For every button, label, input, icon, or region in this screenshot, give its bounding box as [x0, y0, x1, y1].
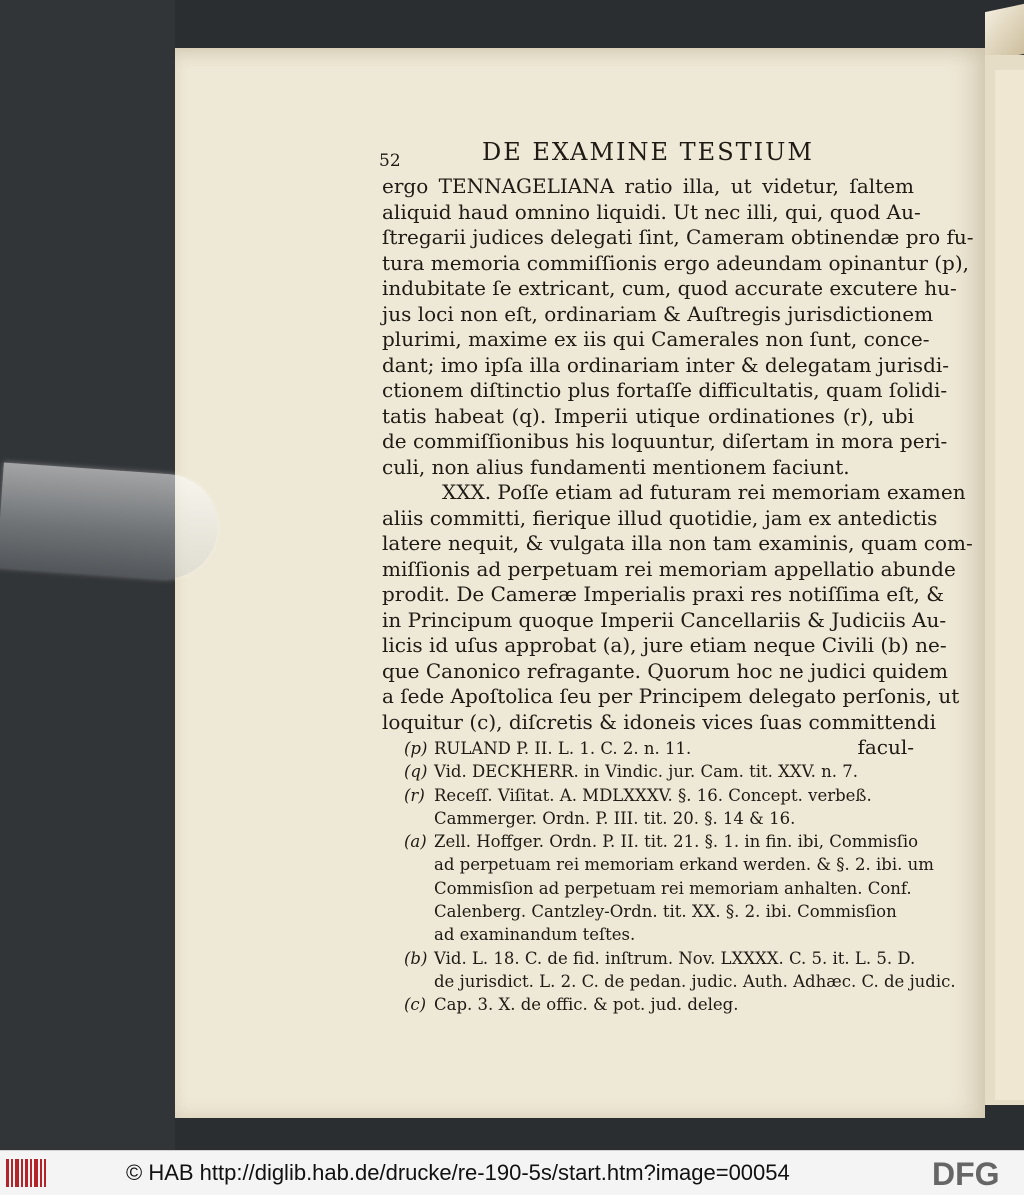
body-line: ctionem diſtinctio plus fortaſſe difficultatis, quam ſolidi- — [382, 378, 948, 402]
body-line: culi, non alius fundamenti mentionem faciunt. — [382, 454, 850, 479]
next-page-strip — [995, 70, 1024, 1100]
body-line: que Canonico refragante. Quorum hoc ne judici quidem — [382, 658, 948, 683]
footnote — [404, 947, 916, 970]
body-line: licis id uſus approbat (a), jure etiam neque Civili (b) ne- — [382, 633, 947, 657]
footnote-mark: (b) — [404, 948, 428, 968]
transparent-bookmark — [0, 463, 221, 583]
body-line: miſſionis ad perpetuam rei memoriam appellatio abunde — [382, 556, 956, 581]
body-line: ſtregarii judices delegati ſint, Cameram obtinendæ pro fu- — [382, 225, 974, 249]
catchword: facul- — [857, 735, 914, 759]
footnotes — [404, 737, 956, 1017]
footnote-text: RULAND P. II. L. 1. C. 2. n. 11. — [434, 739, 692, 758]
footnote-text: Vid. DECKHERR. in Vindic. jur. Cam. tit. XXV. n. 7. — [434, 762, 859, 782]
footnote-continuation: Cammerger. Ordn. P. III. tit. 20. §. 14 & 16. — [434, 808, 796, 828]
body-line: in Principum quoque Imperii Cancellariis & Judiciis Au- — [382, 607, 947, 632]
body-line: loquitur (c), diſcretis & idoneis vices ſuas committendi — [382, 709, 937, 734]
body-line: indubitate ſe extricant, cum, quod accurate excutere hu- — [382, 276, 957, 300]
footnote-text: Receſſ. Viſitat. A. MDLXXXV. §. 16. Concept. verbeß. — [434, 785, 872, 805]
body-text — [204, 174, 974, 735]
footnote-mark: (c) — [404, 995, 427, 1015]
body-line: ergo TENNAGELIANA ratio illa, ut videtur, ſaltem — [382, 174, 914, 198]
body-line: plurimi, maxime ex iis qui Camerales non ſunt, conce- — [382, 327, 930, 351]
footnote-text: Zell. Hoffger. Ordn. P. II. tit. 21. §. 1. in fin. ibi, Commisſio — [434, 832, 919, 852]
svg-text:DFG: DFG — [932, 1157, 1000, 1189]
body-line: aliquid haud omnino liquidi. Ut nec illi, qui, quod Au- — [382, 199, 921, 224]
footnote-continuation: Calenberg. Cantzley-Ordn. tit. XX. §. 2. ibi. Commisſion — [434, 902, 897, 922]
body-line: de commiſſionibus his loquuntur, diſertam in mora peri- — [382, 429, 948, 453]
body-line: latere nequit, & vulgata illa non tam examinis, quam com- — [382, 531, 973, 555]
footnote — [404, 830, 919, 853]
footnote-continuation: ad examinandum teſtes. — [434, 925, 636, 945]
footnote — [404, 737, 912, 760]
footnote-continuation: de jurisdict. L. 2. C. de pedan. judic. Auth. Adhæc. C. de judic. — [434, 971, 956, 991]
barcode-icon — [6, 1159, 46, 1187]
dfg-logo — [932, 1157, 1018, 1189]
body-line: a ſede Apoſtolica ſeu per Principem delegato perſonis, ut — [382, 684, 960, 708]
page-header — [204, 140, 914, 174]
footnote — [404, 993, 912, 1016]
copyright-url[interactable]: © HAB http://diglib.hab.de/drucke/re-190-5s/start.htm?image=00054 — [126, 1160, 790, 1185]
body-line: prodit. De Cameræ Imperialis praxi res notiſſima eſt, & — [382, 582, 945, 606]
page-text — [204, 138, 974, 761]
footnote-mark: (q) — [404, 762, 428, 782]
body-line: aliis committi, fierique illud quotidie, jam ex antedictis — [382, 505, 938, 530]
page-number: 52 — [379, 151, 401, 171]
footnote-mark: (p) — [404, 739, 428, 758]
body-line: tura memoria commiſſionis ergo adeundam opinantur (p), — [382, 250, 970, 275]
running-title: DE EXAMINE TESTIUM — [482, 138, 814, 166]
footnote — [404, 760, 912, 783]
body-line: dant; imo ipſa illa ordinariam inter & delegatam jurisdi- — [382, 352, 950, 377]
footer-bar — [0, 1150, 1024, 1195]
footnote-mark: (r) — [404, 785, 425, 805]
footnote-text: Cap. 3. X. de offic. & pot. jud. deleg. — [434, 995, 739, 1015]
next-page-corner — [985, 4, 1024, 62]
body-line: tatis habeat (q). Imperii utique ordinationes (r), ubi — [382, 403, 914, 428]
footnote — [404, 784, 912, 807]
footnote-continuation: ad perpetuam rei memoriam erkand werden. & §. 2. ibi. um — [434, 855, 934, 875]
footnote-text: Vid. L. 18. C. de fid. inſtrum. Nov. LXXXX. C. 5. it. L. 5. D. — [434, 948, 916, 968]
footnote-mark: (a) — [404, 832, 427, 852]
body-line: jus loci non eſt, ordinariam & Auſtregis jurisdictionem — [382, 301, 934, 326]
body-line: XXX. Poſſe etiam ad futuram rei memoriam examen — [442, 480, 966, 504]
footnote-continuation: Commisſion ad perpetuam rei memoriam anhalten. Conf. — [434, 878, 912, 898]
